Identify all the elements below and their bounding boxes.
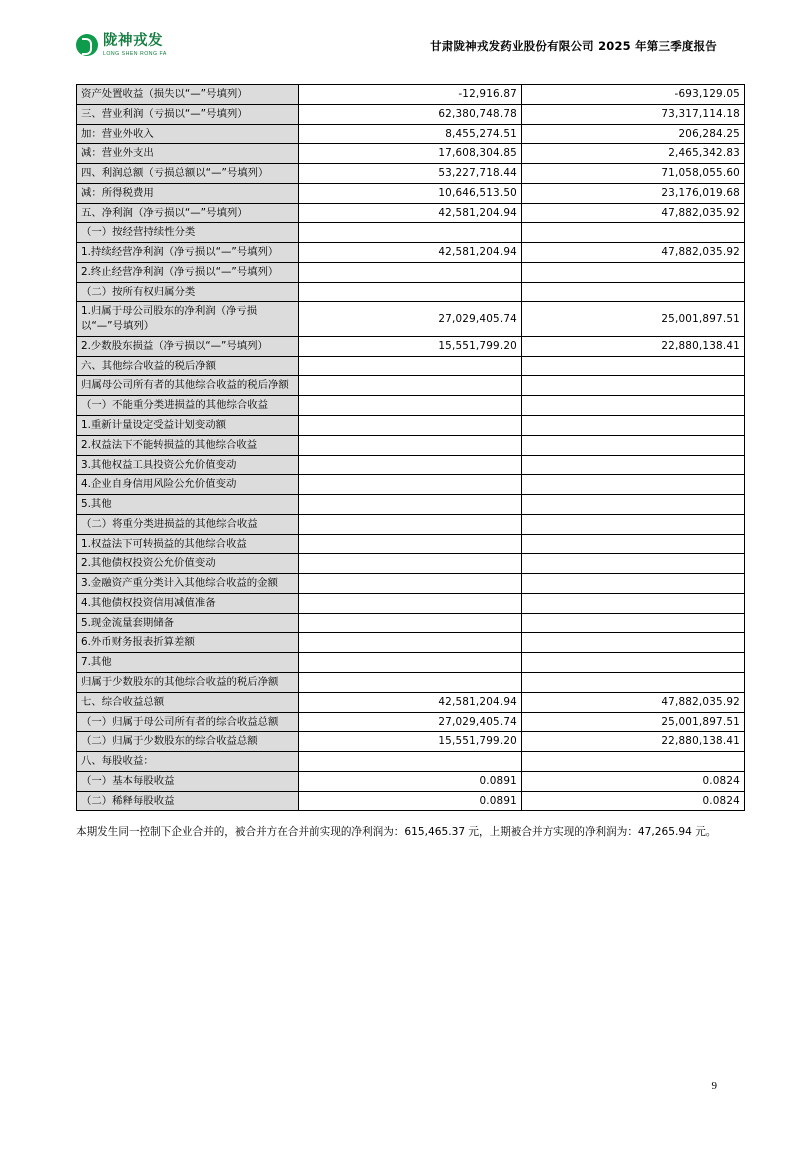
row-label: 1.权益法下可转损益的其他综合收益 xyxy=(77,534,299,554)
row-label: （二）归属于少数股东的综合收益总额 xyxy=(77,732,299,752)
row-value-prior-period xyxy=(522,593,745,613)
row-value-prior-period xyxy=(522,495,745,515)
row-value-prior-period xyxy=(522,223,745,243)
row-value-current-period xyxy=(299,282,522,302)
row-value-current-period: 0.0891 xyxy=(299,791,522,811)
row-value-prior-period xyxy=(522,396,745,416)
row-label: （一）按经营持续性分类 xyxy=(77,223,299,243)
table-row xyxy=(77,164,745,184)
row-label: 1.持续经营净利润（净亏损以“—”号填列） xyxy=(77,243,299,263)
row-value-prior-period: 22,880,138.41 xyxy=(522,732,745,752)
row-label: 2.权益法下不能转损益的其他综合收益 xyxy=(77,435,299,455)
table-row xyxy=(77,336,745,356)
table-row xyxy=(77,791,745,811)
row-label: 三、营业利润（亏损以“—”号填列） xyxy=(77,104,299,124)
table-row xyxy=(77,633,745,653)
company-logo xyxy=(76,34,167,57)
row-value-prior-period xyxy=(522,435,745,455)
table-row xyxy=(77,752,745,772)
table-row xyxy=(77,435,745,455)
table-row xyxy=(77,396,745,416)
row-label: （二）将重分类进损益的其他综合收益 xyxy=(77,514,299,534)
table-row xyxy=(77,732,745,752)
table-body xyxy=(77,85,745,811)
row-value-current-period xyxy=(299,223,522,243)
row-label: 7.其他 xyxy=(77,653,299,673)
table-row xyxy=(77,356,745,376)
row-value-prior-period: 2,465,342.83 xyxy=(522,144,745,164)
row-value-prior-period xyxy=(522,633,745,653)
document-page xyxy=(0,34,793,1156)
row-label: （一）归属于母公司所有者的综合收益总额 xyxy=(77,712,299,732)
row-label: 减：营业外支出 xyxy=(77,144,299,164)
table-row xyxy=(77,203,745,223)
row-value-prior-period: 0.0824 xyxy=(522,771,745,791)
table-row xyxy=(77,302,745,337)
row-label: 七、综合收益总额 xyxy=(77,692,299,712)
table-row xyxy=(77,416,745,436)
row-value-prior-period: 206,284.25 xyxy=(522,124,745,144)
row-value-current-period xyxy=(299,396,522,416)
logo-text xyxy=(103,34,167,57)
row-value-current-period xyxy=(299,534,522,554)
row-value-current-period: 27,029,405.74 xyxy=(299,302,522,337)
row-value-prior-period: 47,882,035.92 xyxy=(522,203,745,223)
report-title: 甘肃陇神戎发药业股份有限公司 2025 年第三季度报告 xyxy=(430,39,717,53)
row-label: 3.其他权益工具投资公允价值变动 xyxy=(77,455,299,475)
row-label: 2.其他债权投资公允价值变动 xyxy=(77,554,299,574)
table-row xyxy=(77,534,745,554)
row-value-current-period xyxy=(299,752,522,772)
row-label: （二）按所有权归属分类 xyxy=(77,282,299,302)
row-value-current-period xyxy=(299,435,522,455)
row-label: （一）基本每股收益 xyxy=(77,771,299,791)
table-row xyxy=(77,514,745,534)
table-row xyxy=(77,475,745,495)
row-value-prior-period xyxy=(522,574,745,594)
row-value-current-period: 17,608,304.85 xyxy=(299,144,522,164)
logo-chinese-name: 陇神戎发 xyxy=(103,33,163,49)
row-value-prior-period xyxy=(522,262,745,282)
row-label: 六、其他综合收益的税后净额 xyxy=(77,356,299,376)
row-value-prior-period xyxy=(522,455,745,475)
income-statement-table xyxy=(76,84,745,811)
row-value-prior-period: 22,880,138.41 xyxy=(522,336,745,356)
row-value-prior-period xyxy=(522,672,745,692)
row-value-current-period: 8,455,274.51 xyxy=(299,124,522,144)
table-row xyxy=(77,574,745,594)
row-value-current-period xyxy=(299,376,522,396)
row-value-current-period xyxy=(299,455,522,475)
row-value-current-period xyxy=(299,593,522,613)
row-value-prior-period xyxy=(522,376,745,396)
row-value-current-period xyxy=(299,574,522,594)
table-row xyxy=(77,243,745,263)
row-value-current-period: 15,551,799.20 xyxy=(299,336,522,356)
row-value-current-period: 0.0891 xyxy=(299,771,522,791)
row-label: 5.现金流量套期储备 xyxy=(77,613,299,633)
table-row xyxy=(77,495,745,515)
row-label: 2.少数股东损益（净亏损以“—”号填列） xyxy=(77,336,299,356)
table-row xyxy=(77,771,745,791)
row-label: 3.金融资产重分类计入其他综合收益的金额 xyxy=(77,574,299,594)
row-value-prior-period: 25,001,897.51 xyxy=(522,302,745,337)
row-value-prior-period: 0.0824 xyxy=(522,791,745,811)
row-value-current-period xyxy=(299,262,522,282)
row-value-current-period xyxy=(299,633,522,653)
page-header xyxy=(76,34,717,80)
table-row xyxy=(77,672,745,692)
row-value-current-period xyxy=(299,475,522,495)
table-row xyxy=(77,85,745,105)
row-value-current-period: 42,581,204.94 xyxy=(299,203,522,223)
row-label: （一）不能重分类进损益的其他综合收益 xyxy=(77,396,299,416)
row-label: 4.其他债权投资信用减值准备 xyxy=(77,593,299,613)
row-value-prior-period xyxy=(522,416,745,436)
row-value-current-period: 27,029,405.74 xyxy=(299,712,522,732)
table-row xyxy=(77,223,745,243)
table-row xyxy=(77,104,745,124)
row-label: 1.重新计量设定受益计划变动额 xyxy=(77,416,299,436)
table-row xyxy=(77,712,745,732)
row-value-current-period xyxy=(299,672,522,692)
row-label: 资产处置收益（损失以“—”号填列） xyxy=(77,85,299,105)
row-label: 5.其他 xyxy=(77,495,299,515)
row-label: 1.归属于母公司股东的净利润（净亏损以“—”号填列） xyxy=(77,302,299,337)
row-label: 4.企业自身信用风险公允价值变动 xyxy=(77,475,299,495)
row-value-current-period xyxy=(299,613,522,633)
row-label: （二）稀释每股收益 xyxy=(77,791,299,811)
row-value-prior-period: 71,058,055.60 xyxy=(522,164,745,184)
row-value-prior-period: -693,129.05 xyxy=(522,85,745,105)
table-row xyxy=(77,653,745,673)
row-value-current-period: 62,380,748.78 xyxy=(299,104,522,124)
row-label: 归属于少数股东的其他综合收益的税后净额 xyxy=(77,672,299,692)
table-row xyxy=(77,554,745,574)
row-value-current-period: 42,581,204.94 xyxy=(299,692,522,712)
table-row xyxy=(77,124,745,144)
logo-leaf-icon xyxy=(76,34,98,56)
row-label: 加：营业外收入 xyxy=(77,124,299,144)
row-value-prior-period xyxy=(522,514,745,534)
row-value-current-period: 42,581,204.94 xyxy=(299,243,522,263)
row-value-current-period xyxy=(299,514,522,534)
table-row xyxy=(77,262,745,282)
row-value-prior-period xyxy=(522,554,745,574)
table-row xyxy=(77,376,745,396)
page-number: 9 xyxy=(711,1080,717,1092)
row-label: 6.外币财务报表折算差额 xyxy=(77,633,299,653)
table-row xyxy=(77,183,745,203)
row-value-prior-period: 25,001,897.51 xyxy=(522,712,745,732)
row-value-prior-period: 47,882,035.92 xyxy=(522,692,745,712)
row-label: 归属母公司所有者的其他综合收益的税后净额 xyxy=(77,376,299,396)
row-value-prior-period xyxy=(522,356,745,376)
row-value-prior-period xyxy=(522,653,745,673)
row-label: 四、利润总额（亏损总额以“—”号填列） xyxy=(77,164,299,184)
row-value-prior-period xyxy=(522,475,745,495)
row-value-current-period xyxy=(299,653,522,673)
row-value-current-period xyxy=(299,356,522,376)
table-row xyxy=(77,593,745,613)
row-value-current-period: -12,916.87 xyxy=(299,85,522,105)
row-value-current-period: 15,551,799.20 xyxy=(299,732,522,752)
table-row xyxy=(77,144,745,164)
row-value-current-period xyxy=(299,495,522,515)
row-value-current-period: 53,227,718.44 xyxy=(299,164,522,184)
row-value-current-period xyxy=(299,416,522,436)
row-value-prior-period: 23,176,019.68 xyxy=(522,183,745,203)
row-value-prior-period xyxy=(522,752,745,772)
table-row xyxy=(77,455,745,475)
row-label: 减：所得税费用 xyxy=(77,183,299,203)
table-row xyxy=(77,282,745,302)
table-row xyxy=(77,692,745,712)
row-value-current-period xyxy=(299,554,522,574)
row-value-prior-period xyxy=(522,613,745,633)
logo-pinyin-name: LONG SHEN RONG FA xyxy=(103,50,167,57)
row-label: 2.终止经营净利润（净亏损以“—”号填列） xyxy=(77,262,299,282)
row-label: 八、每股收益： xyxy=(77,752,299,772)
row-value-prior-period: 47,882,035.92 xyxy=(522,243,745,263)
footnote-text: 本期发生同一控制下企业合并的，被合并方在合并前实现的净利润为：615,465.37 元，上期被合并方实现的净利润为：47,265.94 元。 xyxy=(76,826,717,839)
row-value-prior-period xyxy=(522,282,745,302)
row-value-prior-period xyxy=(522,534,745,554)
row-value-current-period: 10,646,513.50 xyxy=(299,183,522,203)
table-row xyxy=(77,613,745,633)
row-label: 五、净利润（净亏损以“—”号填列） xyxy=(77,203,299,223)
row-value-prior-period: 73,317,114.18 xyxy=(522,104,745,124)
